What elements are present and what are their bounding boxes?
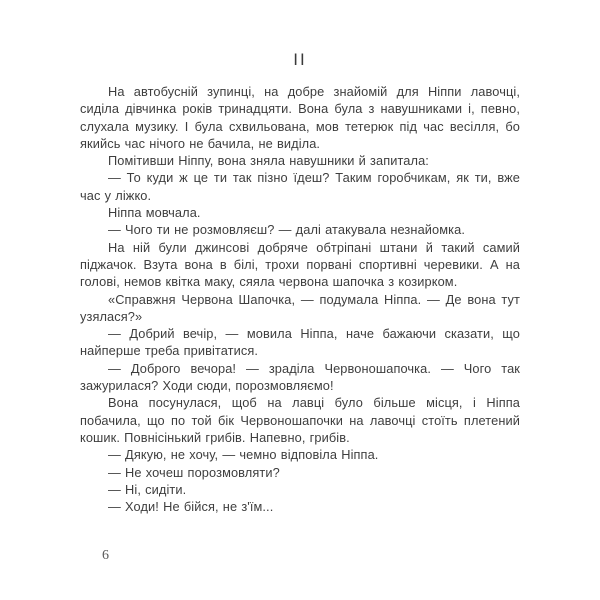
paragraph: На ній були джинсові добряче обтріпані штани й такий самий піджачок. Взута вона в білі, трохи порвані спортивні черевики. А на голові, немов квітка маку, сяяла червона шапочка з козирком. (80, 239, 520, 290)
chapter-heading: II (293, 50, 307, 69)
body-text (80, 83, 520, 515)
paragraph: — Ні, сидіти. (108, 481, 187, 497)
text-block (80, 50, 520, 515)
paragraph: — Доброго вечора! — зраділа Червоношапочка. — Чого так зажурилася? Ходи сюди, порозмовляємо! (80, 360, 520, 394)
paragraph: Вона посунулася, щоб на лавці було більше місця, і Ніппа побачила, що по той бік Червоношапочки на лавочці стоїть плетений кошик. Повнісінький грибів. Напевно, грибів. (80, 395, 520, 445)
paragraph: Ніппа мовчала. (108, 205, 201, 221)
paragraph: «Справжня Червона Шапочка, — подумала Ніппа. — Де вона тут узялася?» (80, 291, 520, 324)
paragraph: — Ходи! Не бійся, не з'їм... (108, 499, 274, 515)
paragraph: — Чого ти не розмовляєш? — далі атакувала незнайомка. (108, 222, 465, 238)
paragraph: — То куди ж це ти так пізно їдеш? Таким горобчикам, як ти, вже час у ліжко. (80, 170, 520, 203)
paragraph: — Дякую, не хочу, — чемно відповіла Ніппа. (108, 447, 379, 463)
paragraph: — Добрий вечір, — мовила Ніппа, наче бажаючи сказати, що найперше треба привітатися. (80, 326, 520, 359)
paragraph: — Не хочеш порозмовляти? (108, 464, 280, 480)
paragraph: Помітивши Ніппу, вона зняла навушники й запитала: (108, 153, 429, 169)
paragraph: На автобусній зупинці, на добре знайомій для Ніппи лавочці, сиділа дівчинка років тринадцяти. Вона була з навушниками і, певно, слухала музику. І була схвильована, мов тетерюк під час весілля, бо якийсь час нічого не бачила, не виділа. (80, 84, 520, 151)
page-number: 6 (102, 548, 109, 563)
